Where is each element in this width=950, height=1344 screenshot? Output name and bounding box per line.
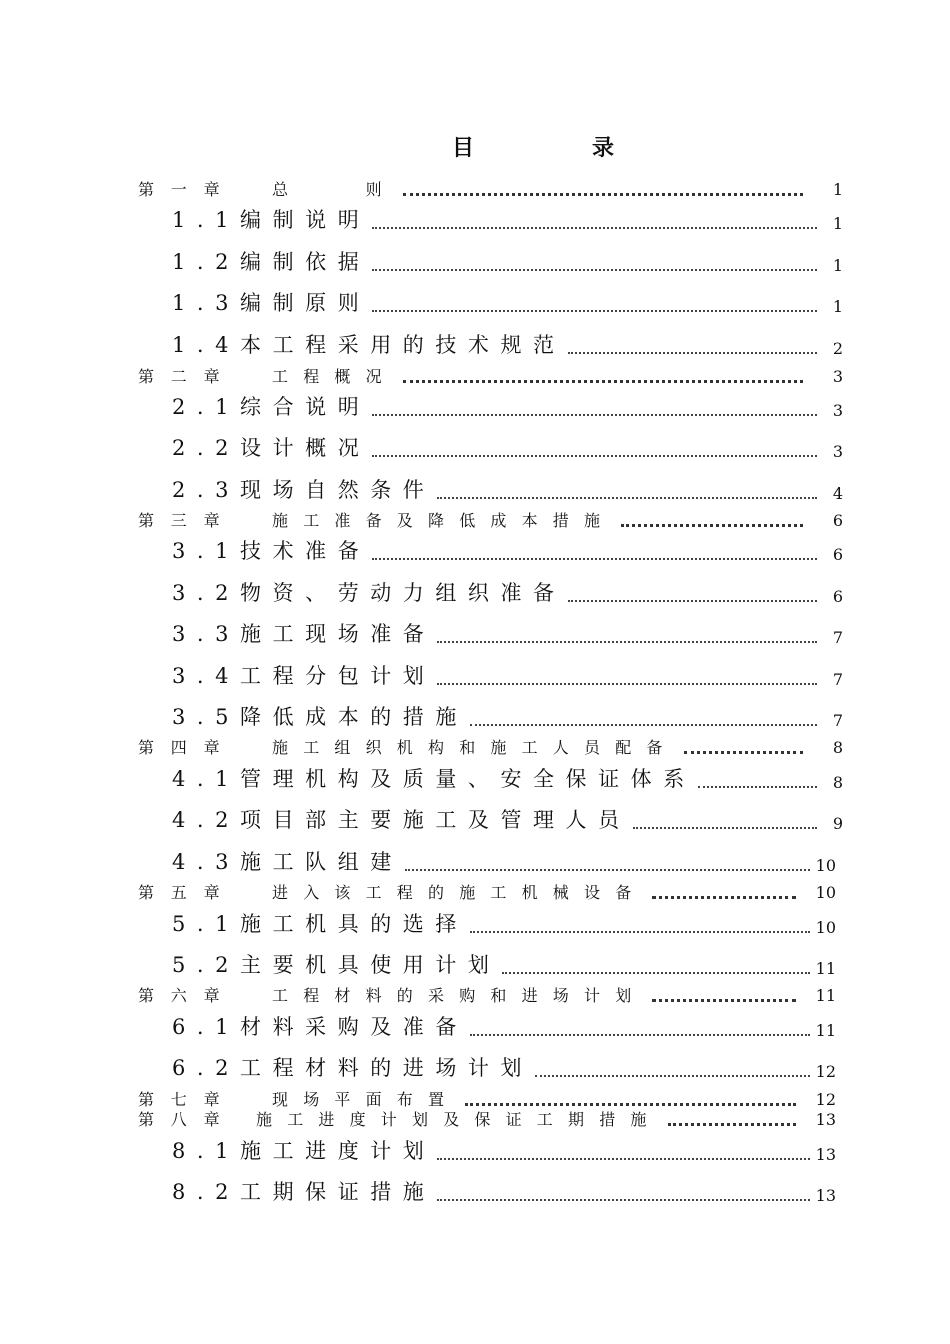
page-number: 3 <box>832 442 843 461</box>
toc-entry-label: 4.1管理机构及质量、安全保证体系 <box>172 767 696 791</box>
dot-leader <box>465 1103 796 1106</box>
toc-section-entry[interactable] <box>172 662 843 690</box>
toc-entry-label: 2.2设计概况 <box>172 436 371 460</box>
toc-chapter-entry[interactable] <box>138 178 843 200</box>
toc-chapter-entry[interactable] <box>138 736 843 758</box>
toc-entry-label: 1.3编制原则 <box>172 291 371 315</box>
dot-leader <box>652 896 796 899</box>
toc-entry-label <box>138 880 646 903</box>
toc-entry-label: 5.2主要机具使用计划 <box>172 953 501 977</box>
toc-section-entry[interactable] <box>172 476 843 504</box>
page-number: 10 <box>815 856 836 875</box>
toc-entry-label: 3.2物资、劳动力组织准备 <box>172 581 566 605</box>
page-number: 10 <box>815 883 836 902</box>
toc-section-entry[interactable] <box>172 289 843 317</box>
page-number: 11 <box>815 959 836 978</box>
chapter-number: 第一章 <box>138 180 237 199</box>
toc-section-entry[interactable] <box>172 951 836 979</box>
dot-leader <box>437 641 817 643</box>
toc-section-entry[interactable] <box>172 620 843 648</box>
toc-section-entry[interactable] <box>172 848 836 876</box>
page-number: 6 <box>832 511 843 530</box>
toc-entry-label: 3.4工程分包计划 <box>172 664 436 688</box>
toc-entry-label <box>138 983 646 1006</box>
dot-leader <box>372 558 817 560</box>
page-number: 13 <box>815 1186 836 1205</box>
chapter-title: 施工进度计划及保证工期措施 <box>256 1110 662 1129</box>
toc-entry-label: 4.3施工队组建 <box>172 850 403 874</box>
page-number: 12 <box>815 1062 836 1081</box>
dot-leader <box>372 269 817 271</box>
toc-section-entry[interactable] <box>172 1013 836 1041</box>
page-number: 3 <box>832 401 843 420</box>
chapter-title: 施工准备及降低成本措施 <box>272 511 616 530</box>
page-number: 1 <box>832 256 843 275</box>
title-char-1: 目 <box>452 134 475 161</box>
toc-section-entry[interactable] <box>172 806 843 834</box>
toc-entry-label: 1.2编制依据 <box>172 250 371 274</box>
page-number: 1 <box>832 180 843 199</box>
dot-leader <box>470 1034 810 1036</box>
toc-entry-label <box>138 364 397 387</box>
toc-section-entry[interactable] <box>172 248 843 276</box>
toc-entry-label <box>138 735 678 758</box>
page-number: 7 <box>832 670 843 689</box>
toc-section-entry[interactable] <box>172 703 843 731</box>
dot-leader <box>535 1075 810 1077</box>
page-number: 11 <box>815 1021 836 1040</box>
toc-section-entry[interactable] <box>172 537 843 565</box>
dot-leader <box>372 227 817 229</box>
dot-leader <box>502 972 810 974</box>
toc-section-entry[interactable] <box>172 434 843 462</box>
toc-entry-label: 4.2项目部主要施工及管理人员 <box>172 808 631 832</box>
toc-section-entry[interactable] <box>172 1137 836 1165</box>
dot-leader <box>372 414 817 416</box>
dot-leader <box>437 1199 810 1201</box>
chapter-number: 第二章 <box>138 367 237 386</box>
dot-leader <box>621 524 803 527</box>
toc-entry-label: 3.3施工现场准备 <box>172 622 436 646</box>
dot-leader <box>568 600 817 602</box>
dot-leader <box>437 497 817 499</box>
chapter-title: 工程概况 <box>272 367 397 386</box>
chapter-number: 第五章 <box>138 883 237 902</box>
page-number: 6 <box>832 587 843 606</box>
dot-leader <box>698 786 817 788</box>
toc-entry-label <box>138 508 615 531</box>
toc-section-entry[interactable] <box>172 765 843 793</box>
toc-entry-label: 8.1施工进度计划 <box>172 1139 436 1163</box>
dot-leader <box>403 193 803 196</box>
toc-entry-label: 6.2工程材料的进场计划 <box>172 1056 533 1080</box>
page-number: 7 <box>832 628 843 647</box>
chapter-title: 工程材料的采购和进场计划 <box>272 986 647 1005</box>
dot-leader <box>437 683 817 685</box>
page-number: 1 <box>832 214 843 233</box>
toc-entry-label: 5.1施工机具的选择 <box>172 912 468 936</box>
page-number: 9 <box>832 814 843 833</box>
toc-section-entry[interactable] <box>172 1178 836 1206</box>
page-number: 2 <box>832 339 843 358</box>
toc-entry-label: 8.2工期保证措施 <box>172 1180 436 1204</box>
chapter-number: 第六章 <box>138 986 237 1005</box>
dot-leader <box>405 869 810 871</box>
chapter-title: 总 则 <box>272 180 397 199</box>
chapter-title: 进入该工程的施工机械设备 <box>272 883 647 902</box>
page-number: 8 <box>832 738 843 757</box>
dot-leader <box>684 751 803 754</box>
page-number: 7 <box>832 711 843 730</box>
toc-entry-label <box>138 1107 662 1130</box>
page-title <box>452 131 614 161</box>
toc-section-entry[interactable] <box>172 910 836 938</box>
toc-entry-label: 2.1综合说明 <box>172 395 371 419</box>
toc-entry-label: 2.3现场自然条件 <box>172 478 436 502</box>
page-number: 8 <box>832 773 843 792</box>
page-number: 13 <box>815 1110 836 1129</box>
toc-section-entry[interactable] <box>172 1054 836 1082</box>
toc-entry-label: 1.4本工程采用的技术规范 <box>172 333 566 357</box>
dot-leader <box>652 999 796 1002</box>
dot-leader <box>403 380 803 383</box>
toc-section-entry[interactable] <box>172 579 843 607</box>
dot-leader <box>437 1158 810 1160</box>
dot-leader <box>470 931 810 933</box>
page-number: 11 <box>815 986 836 1005</box>
chapter-number: 第八章 <box>138 1110 237 1129</box>
chapter-number: 第三章 <box>138 511 237 530</box>
page-number: 12 <box>815 1090 836 1109</box>
page-number: 4 <box>832 484 843 503</box>
dot-leader <box>372 455 817 457</box>
title-char-2: 录 <box>591 134 614 161</box>
toc-section-entry[interactable] <box>172 393 843 421</box>
toc-chapter-entry[interactable] <box>138 365 843 387</box>
toc-section-entry[interactable] <box>172 331 843 359</box>
page-number: 3 <box>832 367 843 386</box>
toc-entry-label: 3.1技术准备 <box>172 539 371 563</box>
chapter-number: 第四章 <box>138 738 237 757</box>
page-number: 13 <box>815 1145 836 1164</box>
toc-entry-label <box>138 177 397 200</box>
dot-leader <box>470 724 817 726</box>
chapter-title: 施工组织机构和施工人员配备 <box>272 738 678 757</box>
page-number: 1 <box>832 297 843 316</box>
toc-entry-label: 3.5降低成本的措施 <box>172 705 468 729</box>
toc-chapter-entry[interactable] <box>138 881 836 903</box>
toc-section-entry[interactable] <box>172 206 843 234</box>
chapter-title: 现场平面布置 <box>272 1090 460 1109</box>
toc-chapter-entry[interactable] <box>138 509 843 531</box>
chapter-number: 第七章 <box>138 1090 237 1109</box>
toc-entry-label: 1.1编制说明 <box>172 208 371 232</box>
page-number: 10 <box>815 918 836 937</box>
toc-entry-label: 6.1材料采购及准备 <box>172 1015 468 1039</box>
dot-leader <box>568 352 817 354</box>
page-number: 6 <box>832 545 843 564</box>
dot-leader <box>633 827 817 829</box>
toc-chapter-entry[interactable] <box>138 984 836 1006</box>
toc-chapter-entry[interactable] <box>138 1108 836 1130</box>
dot-leader <box>372 310 817 312</box>
dot-leader <box>668 1123 796 1126</box>
